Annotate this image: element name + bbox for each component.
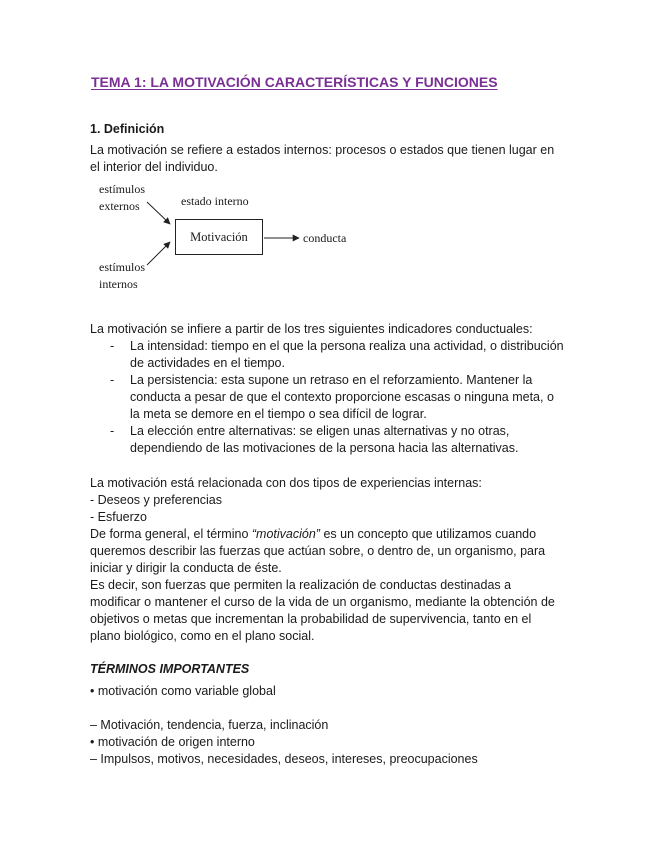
indicator-line: de actividades en el tiempo. [130, 356, 285, 370]
experiences-item-2: - Esfuerzo [90, 510, 147, 524]
terms-line-3: • motivación de origen interno [90, 735, 255, 749]
terms-line-1: • motivación como variable global [90, 684, 276, 698]
experiences-intro: La motivación está relacionada con dos tipos de experiencias internas: [90, 476, 482, 490]
general-term: “motivación” [251, 527, 320, 541]
indicator-line: La elección entre alternativas: se eligen unas alternativas y no otras, [130, 424, 510, 438]
bullet-dash: - [110, 339, 115, 353]
intro-line-2: el interior del individuo. [90, 160, 218, 174]
terms-heading: TÉRMINOS IMPORTANTES [90, 662, 250, 676]
internal-stimuli-label-1: estímulos [99, 260, 146, 274]
forces-line-2: modificar o mantener el curso de la vida de un organismo, mediante la obtención de [90, 595, 555, 609]
general-line-3: iniciar y dirigir la conducta de éste. [90, 561, 282, 575]
forces-line-4: plano biológico, como en el plano social. [90, 629, 315, 643]
internal-stimuli-label-2: internos [99, 277, 138, 291]
behavior-output-label: conducta [303, 231, 347, 245]
indicator-line: conducta a pesar de que el contexto proporcione escasas o ninguna meta, o [130, 390, 554, 404]
external-stimuli-label-1: estímulos [99, 182, 146, 196]
indicators-intro: La motivación se infiere a partir de los tres siguientes indicadores conductuales: [90, 322, 533, 336]
experiences-item-1: - Deseos y preferencias [90, 493, 223, 507]
general-line-1-pre: De forma general, el término [90, 527, 252, 541]
bullet-dash: - [110, 424, 115, 438]
list-item [90, 423, 564, 457]
bullet-dash: - [110, 373, 115, 387]
external-stimuli-label-2: externos [99, 199, 140, 213]
list-item [90, 338, 564, 372]
terms-line-2: – Motivación, tendencia, fuerza, inclinación [90, 718, 329, 732]
intro-line-1: La motivación se refiere a estados internos: procesos o estados que tienen lugar en [90, 143, 555, 157]
indicators-list [90, 338, 564, 457]
indicator-line: La intensidad: tiempo en el que la persona realiza una actividad, o distribución [130, 339, 564, 353]
motivation-diagram [90, 178, 390, 298]
internal-state-label: estado interno [181, 194, 249, 208]
general-line-1 [90, 526, 555, 543]
list-item [90, 372, 564, 423]
terms-line-4: – Impulsos, motivos, necesidades, deseos, intereses, preocupaciones [90, 752, 478, 766]
general-line-2: queremos describir las fuerzas que actúan sobre, o dentro de, un organismo, para [90, 544, 546, 558]
section-heading-definicion: 1. Definición [90, 122, 165, 136]
diagram-arrows [90, 178, 390, 298]
document-title: TEMA 1: LA MOTIVACIÓN CARACTERÍSTICAS Y FUNCIONES [91, 74, 498, 90]
internal-arrow [147, 242, 170, 265]
experiences-block [90, 475, 555, 645]
external-arrow [147, 202, 170, 224]
motivation-box-label: Motivación [190, 229, 248, 244]
general-line-1-post: es un concepto que utilizamos cuando [319, 527, 537, 541]
forces-line-1: Es decir, son fuerzas que permiten la realización de conductas destinadas a [90, 578, 512, 592]
forces-line-3: objetivos o metas que incrementan la probabilidad de supervivencia, tanto en el [90, 612, 532, 626]
indicator-line: la meta se demore en el tiempo o sea difícil de lograr. [130, 407, 427, 421]
indicator-line: dependiendo de las motivaciones de la persona hacia las alternativas. [130, 441, 519, 455]
indicator-line: La persistencia: esta supone un retraso en el reforzamiento. Mantener la [130, 373, 533, 387]
